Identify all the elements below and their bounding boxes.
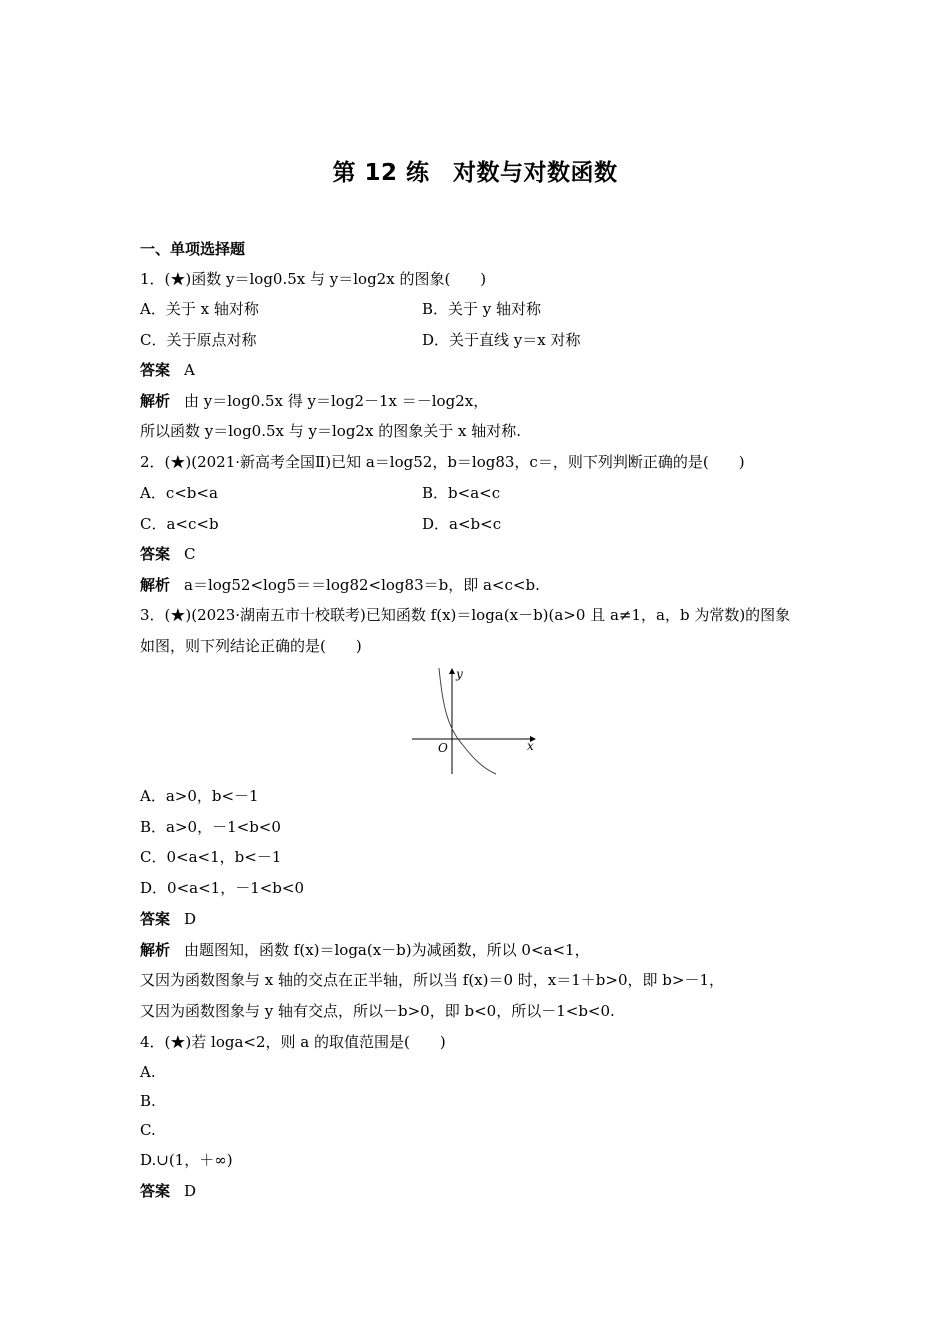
answer-label: 答案 — [140, 910, 171, 928]
y-axis-label: y — [456, 667, 463, 681]
q3-option-a: A．a>0，b<－1 — [140, 787, 259, 805]
q2-option-b: B．b<a<c — [422, 484, 501, 502]
analysis-label: 解析 — [140, 941, 171, 959]
answer-value: A — [184, 361, 195, 379]
answer-label: 答案 — [140, 545, 171, 563]
q3-analysis-3: 又因为函数图象与 y 轴有交点，所以－b>0，即 b<0，所以－1<b<0. — [140, 1002, 615, 1020]
q2-option-d: D．a<b<c — [422, 515, 502, 533]
x-axis-label: x — [527, 739, 534, 753]
analysis-label: 解析 — [140, 576, 171, 594]
analysis-text: 由题图知，函数 f(x)＝loga(x－b)为减函数，所以 0<a<1， — [184, 941, 590, 959]
q4-stem: 4．(★)若 loga<2，则 a 的取值范围是( ) — [140, 1033, 446, 1051]
function-curve — [439, 668, 496, 774]
q4-option-a: A. — [140, 1063, 156, 1081]
q3-graph — [408, 664, 540, 776]
q1-analysis-1 — [140, 390, 488, 412]
q3-analysis-1 — [140, 939, 590, 961]
section-heading: 一、单项选择题 — [140, 240, 246, 258]
q4-option-c: C. — [140, 1121, 156, 1139]
q2-answer — [140, 543, 196, 565]
q4-option-d: D.∪(1，＋∞) — [140, 1151, 233, 1169]
q3-option-b: B．a>0，－1<b<0 — [140, 818, 281, 836]
q4-option-b: B. — [140, 1092, 156, 1110]
page-title: 第 12 练 对数与对数函数 — [332, 160, 618, 186]
q1-analysis-2: 所以函数 y＝log0.5x 与 y＝log2x 的图象关于 x 轴对称. — [140, 422, 521, 440]
q2-analysis — [140, 574, 540, 596]
q4-answer — [140, 1180, 196, 1202]
analysis-text: 由 y＝log0.5x 得 y＝log2－1x ＝－log2x， — [184, 392, 489, 410]
answer-label: 答案 — [140, 361, 171, 379]
y-axis-arrow — [449, 668, 455, 674]
q2-option-c: C．a<c<b — [140, 515, 219, 533]
answer-value: D — [184, 910, 197, 928]
q1-option-c: C．关于原点对称 — [140, 331, 257, 349]
q1-option-d: D．关于直线 y＝x 对称 — [422, 331, 581, 349]
q2-option-a: A．c<b<a — [140, 484, 218, 502]
q3-option-c: C．0<a<1，b<－1 — [140, 848, 282, 866]
answer-value: C — [184, 545, 196, 563]
analysis-text: a＝log52<log5＝＝log82<log83＝b，即 a<c<b. — [184, 576, 540, 594]
q3-analysis-2: 又因为函数图象与 x 轴的交点在正半轴，所以当 f(x)＝0 时，x＝1＋b>0，即 b>－1， — [140, 971, 724, 989]
answer-label: 答案 — [140, 1182, 171, 1200]
q1-option-a: A．关于 x 轴对称 — [140, 300, 259, 318]
q1-option-b: B．关于 y 轴对称 — [422, 300, 542, 318]
q1-stem: 1．(★)函数 y＝log0.5x 与 y＝log2x 的图象( ) — [140, 270, 487, 288]
answer-value: D — [184, 1182, 197, 1200]
analysis-label: 解析 — [140, 392, 171, 410]
q2-stem: 2．(★)(2021·新高考全国Ⅱ)已知 a＝log52，b＝log83，c＝，则下列判断正确的是( ) — [140, 453, 745, 471]
origin-label: O — [438, 741, 448, 755]
q3-stem-1: 3．(★)(2023·湖南五市十校联考)已知函数 f(x)＝loga(x－b)(a>0 且 a≠1，a，b 为常数)的图象 — [140, 606, 791, 624]
q3-answer — [140, 908, 196, 930]
q3-stem-2: 如图，则下列结论正确的是( ) — [140, 637, 362, 655]
q1-answer — [140, 359, 195, 381]
q3-option-d: D．0<a<1，－1<b<0 — [140, 879, 305, 897]
